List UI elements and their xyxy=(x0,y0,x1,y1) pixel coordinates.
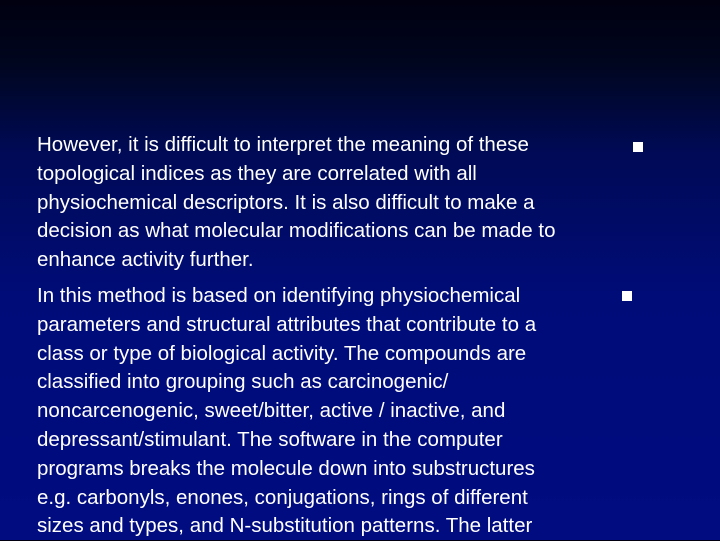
square-bullet-icon xyxy=(622,291,632,301)
square-bullet-icon xyxy=(633,142,643,152)
paragraph-method-description: In this method is based on identifying physiochemical parameters and structural attributes that contribute to a class or type of biological activity. The compounds are classified into grouping such as carcinogenic/ noncarcenogenic, sweet/bitter, active / inactive, and depressant/stimulant. The software in the computer programs breaks the molecule down into substructures e.g. carbonyls, enones, conjugations, rings of different sizes and types, and N-substitution patterns. The latter xyxy=(37,284,537,538)
paragraph-topological-indices: However, it is difficult to interpret the meaning of these topological indices as they are correlated with all physiochemical descriptors. It is also difficult to make a decision as what molecular modifications can be made to enhance activity further. xyxy=(37,133,556,272)
